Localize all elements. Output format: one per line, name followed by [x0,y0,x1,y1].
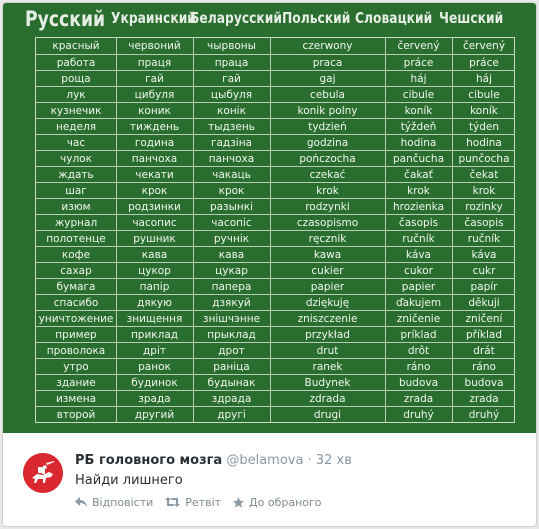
table-cell: ráno [406,361,431,373]
table-cell: гай [145,73,164,85]
table-cell: hodina [400,137,437,149]
table-cell: cibule [402,89,435,101]
table-cell: гадзіна [210,137,252,149]
table-cell: гай [222,73,241,85]
language-header-ukrainian: Украинский [111,9,196,27]
table-cell: gaj [319,73,336,85]
table-row [36,294,514,310]
avatar[interactable] [23,453,63,493]
table-cell: чырвоны [207,40,256,52]
table-cell: папера [211,281,252,293]
table-cell: hrozienka [392,201,445,213]
table-cell: háj [475,73,492,85]
table-cell: здрада [211,393,252,405]
table-cell: часопіс [211,217,252,229]
table-cell: budova [398,377,439,389]
table-cell: измена [55,393,97,405]
table-cell: rozinky [465,201,503,213]
table-cell: týždeň [400,121,437,133]
table-cell: dziękuję [305,297,350,309]
table-cell: papier [310,281,345,293]
table-cell: ranek [312,361,343,373]
tweet-body [3,433,536,526]
table-cell: tydzień [308,121,347,133]
retweet-icon [165,497,180,507]
table-cell: дякую [137,297,172,309]
table-cell: цукор [138,265,171,277]
pahonia-knight-icon [23,453,63,493]
table-cell: konik polny [297,105,358,117]
table-cell: cukier [311,265,344,277]
table-cell: časopis [398,217,439,229]
table-cell: papír [470,281,498,293]
table-cell: práce [469,57,499,69]
table-cell: родзинки [128,201,181,213]
table-cell: zniszczenie [297,313,358,325]
table-cell: ručník [402,233,435,245]
table-cell: утро [63,361,89,373]
table-cell: punčocha [458,153,510,165]
table-cell: czasopismo [296,217,359,229]
table-cell: przykład [305,329,350,341]
table-cell: ранок [138,361,171,373]
table-cell: изюм [61,201,91,213]
table-cell: hodina [466,137,502,149]
table-cell: háj [410,73,427,85]
table-cell: шаг [65,185,87,197]
table-cell: Budynek [304,377,351,389]
table-cell: цибуля [134,89,175,101]
table-cell: krok [472,185,496,197]
language-header-czech: Чешский [439,9,504,27]
table-cell: цыбуля [210,89,253,101]
reply-label: Відповісти [92,495,154,509]
table-cell: zdrada [309,393,346,405]
table-cell: приклад [130,329,179,341]
table-cell: знішчэнне [202,313,261,325]
language-header-polish: Польский [282,9,351,27]
table-cell: полотенце [46,233,106,245]
table-cell: панчоха [131,153,178,165]
table-cell: drát [473,345,495,357]
retweet-label: Ретвіт [185,495,222,509]
table-cell: papier [401,281,436,293]
table-cell: чулок [60,153,92,165]
table-cell: ďakujem [395,297,442,309]
table-cell: пример [55,329,97,341]
table-cell: другий [134,409,175,421]
table-cell: другі [217,409,246,421]
table-cell: červený [397,40,440,52]
table-cell: сахар [60,265,92,277]
table-cell: zrada [403,393,434,405]
table-cell: уничтожение [38,313,114,325]
word-table [35,37,515,423]
table-row [36,118,514,134]
table-row [36,246,514,262]
table-cell: будинок [131,377,178,389]
table-cell: krok [316,185,339,197]
table-cell: спасибо [53,297,99,309]
table-cell: панчоха [208,153,255,165]
table-cell: budova [464,377,504,389]
table-row [36,134,514,150]
language-header-belarusian: Беларусский [190,9,283,27]
table-cell: děkuji [468,297,500,309]
table-cell: будынак [207,377,256,389]
table-cell: drôt [407,345,430,357]
reply-arrow-icon [75,497,87,507]
tweet-text: Найди лишнего [75,473,183,488]
table-cell: кофе [61,249,91,261]
table-cell: дрот [218,345,245,357]
table-cell: разынкі [209,201,254,213]
favorite-label: До обраного [249,495,322,509]
table-row [36,150,514,166]
table-cell: ručník [467,233,501,245]
table-cell: раніца [213,361,250,373]
table-cell: týden [468,121,500,133]
table-row [36,230,514,246]
table-cell: крок [218,185,245,197]
table-cell: праца [214,57,249,69]
table-cell: koník [470,105,498,117]
table-row [36,390,514,406]
table-cell: година [134,137,175,149]
table-cell: drut [316,345,339,357]
table-cell: папір [139,281,170,293]
table-cell: зрада [138,393,171,405]
table-row [36,214,514,230]
table-cell: конік [217,105,246,117]
table-cell: чакаць [212,169,251,181]
language-header-russian: Русский [25,7,106,31]
table-cell: красный [52,40,100,52]
table-row [36,374,514,390]
table-cell: крок [141,185,168,197]
table-cell: druhý [403,409,434,421]
table-cell: příklad [466,329,502,341]
table-row [36,406,514,422]
table-cell: cibule [468,89,500,101]
table-cell: káva [406,249,431,261]
table-cell: кава [141,249,168,261]
table-cell: koník [404,105,433,117]
table-row [36,326,514,342]
table-row [36,310,514,326]
table-cell: праця [137,57,172,69]
table-cell: тыдзень [208,121,255,133]
table-cell: проволока [46,345,106,357]
tweet-card [2,2,537,527]
table-cell: kawa [313,249,342,261]
table-cell: неделя [55,121,97,133]
table-cell: знищення [126,313,183,325]
table-cell: чекати [135,169,174,181]
table-cell: červený [462,40,506,52]
table-cell: кузнечик [50,105,102,117]
table-cell: часопис [132,217,177,229]
table-cell: czekać [309,169,346,181]
table-cell: cukor [404,265,433,277]
table-cell: лук [66,89,86,101]
table-cell: czerwony [302,40,353,52]
table-cell: čekat [469,169,499,181]
table-cell: коник [138,105,171,117]
table-row [36,358,514,374]
table-cell: zničení [465,313,503,325]
table-cell: прыклад [207,329,256,341]
table-cell: cukr [472,265,496,277]
table-row [36,70,514,86]
table-row [36,262,514,278]
table-cell: pończocha [299,153,356,165]
table-cell: káva [471,249,497,261]
language-header-slovak: Словацкий [355,9,433,27]
author-handle[interactable]: @belamova [226,453,304,468]
favorite-button[interactable] [233,496,322,509]
table-cell: práce [403,57,434,69]
table-cell: rodzynki [305,201,350,213]
table-row [36,38,514,54]
table-cell: príklad [400,329,437,341]
table-row [36,86,514,102]
table-row [36,54,514,70]
table-cell: ждать [58,169,94,181]
table-cell: čakať [404,169,433,181]
table-row [36,342,514,358]
table-cell: второй [56,409,96,421]
table-cell: рушник [133,233,176,245]
table-cell: ráno [472,361,496,373]
table-cell: ręcznik [308,233,347,245]
table-cell: pančucha [392,153,445,165]
tweet-timestamp[interactable]: · 32 хв [307,453,352,468]
table-cell: работа [56,57,96,69]
table-cell: роща [61,73,91,85]
tweet-author [75,453,352,468]
reply-button[interactable] [75,496,153,509]
table-cell: časopis [464,217,504,229]
table-cell: тиждень [129,121,180,133]
table-row [36,198,514,214]
table-cell: ручнік [213,233,250,245]
table-row [36,182,514,198]
table-cell: дріт [143,345,166,357]
table-cell: здание [56,377,96,389]
star-icon [233,497,244,508]
table-cell: zničenie [396,313,441,325]
author-name[interactable]: РБ головного мозга [75,453,223,468]
retweet-button[interactable] [165,496,221,509]
table-cell: кава [218,249,245,261]
table-cell: бумага [56,281,96,293]
table-cell: червоний [128,40,181,52]
table-cell: час [66,137,86,149]
table-cell: цукар [215,265,248,277]
table-cell: krok [407,185,430,197]
table-row [36,102,514,118]
tweet-actions [75,494,334,510]
table-cell: дзякуй [212,297,251,309]
table-cell: cebula [310,89,345,101]
chalkboard-image[interactable] [3,3,536,433]
table-cell: druhý [468,409,500,421]
table-cell: praca [312,57,343,69]
table-cell: drugi [313,409,342,421]
table-cell: godzina [306,137,349,149]
table-row [36,278,514,294]
table-cell: журнал [54,217,98,229]
table-row [36,166,514,182]
table-cell: zrada [469,393,499,405]
